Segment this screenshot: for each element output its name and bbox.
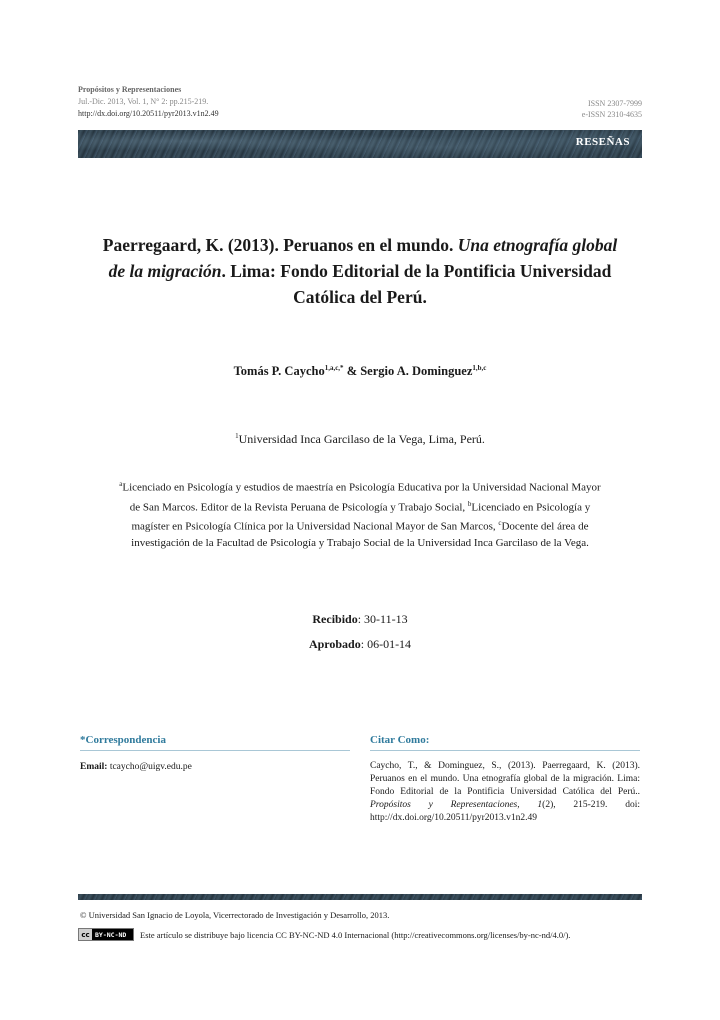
- journal-volume: Jul.-Dic. 2013, Vol. 1, N° 2: pp.215-219.: [78, 97, 209, 106]
- eissn: e-ISSN 2310-4635: [581, 110, 642, 119]
- issn-block: [582, 98, 642, 120]
- email-line: [80, 762, 192, 772]
- note-a-text: Licenciado en Psicología y estudios de maestría en Psicología Educativa por la Universidad Nacional Mayor de San Marcos. Editor de la Revista Peruana de Psicología y Trabajo Social,: [122, 481, 601, 514]
- received-value: : 30-11-13: [357, 612, 408, 626]
- affiliation-sup: 1: [235, 432, 239, 440]
- citation-heading: Citar Como:: [370, 734, 430, 746]
- author-1: Tomás P. Caycho: [233, 364, 325, 379]
- note-c-sup: c: [498, 519, 502, 528]
- issn: ISSN 2307-7999: [587, 99, 642, 108]
- citation-text: [370, 760, 640, 825]
- note-a-sup: a: [119, 480, 123, 488]
- copyright: © Universidad San Ignacio de Loyola, Vicerrectorado de Investigación y Desarrollo, 2013.: [80, 910, 390, 920]
- author-2-sup: 1,b,c: [472, 364, 487, 372]
- email-label: Email:: [80, 762, 108, 772]
- journal-name: Propósitos y Representaciones: [78, 85, 182, 94]
- license-text: Este artículo se distribuye bajo licencia CC BY-NC-ND 4.0 Internacional (http://creativecommons.org/licenses/by-nc-nd/4.0/).: [140, 930, 571, 940]
- affiliation-text: Universidad Inca Garcilaso de la Vega, Lima, Perú.: [238, 432, 485, 446]
- section-banner: [78, 130, 642, 158]
- article-title: [100, 232, 620, 310]
- author-notes: [118, 476, 602, 551]
- citation-text-2: (2), 215-219. doi: http://dx.doi.org/10.20511/pyr2013.v1n2.49: [370, 800, 640, 823]
- citation-text-1: Caycho, T., & Dominguez, S., (2013). Paerregaard, K. (2013). Peruanos en el mundo. Una etnografía global de la migración. Lima: Fondo Editorial de la Pontificia Universidad Católica del Perú..: [370, 761, 640, 797]
- author-2: Sergio A. Dominguez: [360, 364, 473, 379]
- approved-label: Aprobado: [308, 637, 361, 651]
- email-value[interactable]: tcaycho@uigv.edu.pe: [107, 762, 192, 772]
- journal-header: [78, 84, 219, 120]
- footer-bar: [78, 894, 642, 900]
- title-italic: Una etnografía global de la migración: [108, 235, 618, 281]
- citation-rule: [370, 750, 640, 751]
- affiliation: [0, 432, 720, 447]
- received-date: [0, 612, 720, 627]
- author-1-sup: 1,a,c,*: [324, 364, 344, 372]
- note-b-text: Licenciado en Psicología y magíster en Psicología Clínica por la Universidad Nacional Mayor de San Marcos,: [131, 501, 591, 533]
- correspondence-rule: [80, 750, 350, 751]
- section-label: RESEÑAS: [575, 136, 630, 148]
- note-b-sup: b: [467, 499, 472, 508]
- correspondence-heading: *Correspondencia: [80, 734, 166, 746]
- received-label: Recibido: [312, 612, 358, 626]
- approved-date: [0, 637, 720, 652]
- cc-mark: cc: [79, 929, 92, 940]
- approved-value: : 06-01-14: [360, 637, 412, 651]
- citation-italic: Propósitos y Representaciones, 1: [370, 800, 543, 810]
- note-c-text: Docente del área de investigación de la Facultad de Psicología y Trabajo Social de la Universidad Inca Garcilaso de la Vega.: [131, 520, 589, 549]
- authors-connector: &: [343, 364, 361, 379]
- title-part-1: Paerregaard, K. (2013). Peruanos en el mundo.: [102, 235, 458, 255]
- authors-line: [0, 364, 720, 379]
- cc-license-icon[interactable]: [78, 928, 134, 941]
- doi-link[interactable]: http://dx.doi.org/10.20511/pyr2013.v1n2.49: [78, 109, 219, 118]
- cc-badge-text: BY-NC-ND: [95, 930, 127, 939]
- title-part-2: . Lima: Fondo Editorial de la Pontificia Universidad Católica del Perú.: [221, 261, 612, 307]
